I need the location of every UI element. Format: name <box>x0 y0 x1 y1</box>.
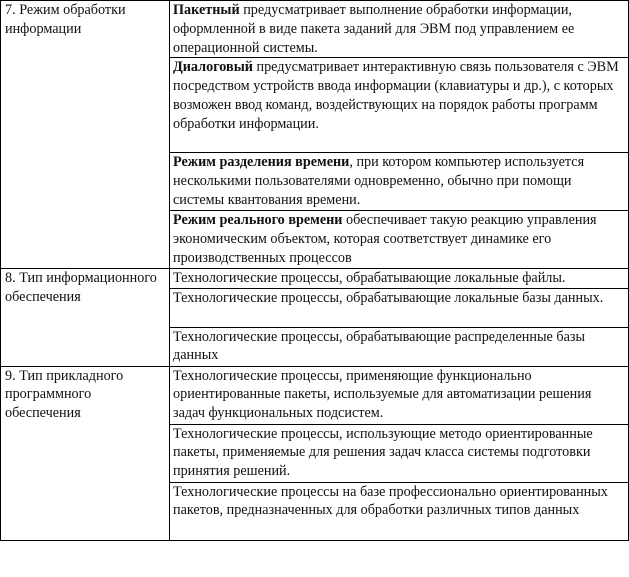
category-label: 7. Режим обработки информации <box>5 2 126 37</box>
process-description: Технологические процессы, обрабатывающие распределенные базы данных <box>173 328 586 364</box>
category-label: 8. Тип информационного обеспечения <box>5 269 157 305</box>
description-cell <box>170 1 629 58</box>
mode-term: Пакетный <box>173 2 240 18</box>
mode-description: обеспечивает такую реакцию управления экономическим объектом, которая соответствует динамике его производственных процессов <box>173 212 597 266</box>
description-cell <box>170 288 629 327</box>
category-label: 9. Тип прикладного программного обеспечения <box>5 367 124 422</box>
mode-description: предусматривает интерактивную связь пользователя с ЭВМ посредством устройств ввода информации (клавиатуры и др.), с которых возможен ввод команд, воздействующих на порядок работы программ обработки информации. <box>173 59 619 132</box>
table-row <box>1 268 629 288</box>
mode-term: Диалоговый <box>173 59 253 76</box>
category-cell <box>1 268 170 366</box>
process-description: Технологические процессы, обрабатывающие локальные базы данных. <box>173 289 604 306</box>
table-row <box>1 366 629 424</box>
description-cell <box>170 327 629 366</box>
description-cell <box>170 153 629 211</box>
process-description: Технологические процессы, использующие методо ориентированные пакеты, применяемые для решения задач класса системы подготовки принятия решений. <box>173 425 593 480</box>
description-cell <box>170 482 629 540</box>
mode-term: Режим реального времени <box>173 212 343 229</box>
mode-term: Режим разделения времени <box>173 154 350 171</box>
category-cell <box>1 366 170 540</box>
category-cell <box>1 1 170 269</box>
description-cell <box>170 366 629 424</box>
description-cell <box>170 58 629 153</box>
process-description: Технологические процессы, применяющие функционально ориентированные пакеты, используемые для автоматизации решения задач функциональных подсистем. <box>173 367 592 422</box>
process-description: Технологические процессы на базе профессионально ориентированных пакетов, предназначенных для обработки различных типов данных <box>173 483 608 519</box>
description-cell <box>170 268 629 288</box>
process-description: Технологические процессы, обрабатывающие локальные файлы. <box>173 269 566 286</box>
description-cell <box>170 211 629 268</box>
mode-description: предусматривает выполнение обработки информации, оформленной в виде пакета заданий для ЭВМ под управлением ее операционной системы. <box>173 2 575 56</box>
description-cell <box>170 424 629 482</box>
mode-description: , при котором компьютер используется несколькими пользователями одновременно, обычно при помощи системы квантования времени. <box>173 154 585 208</box>
table-row <box>1 1 629 58</box>
